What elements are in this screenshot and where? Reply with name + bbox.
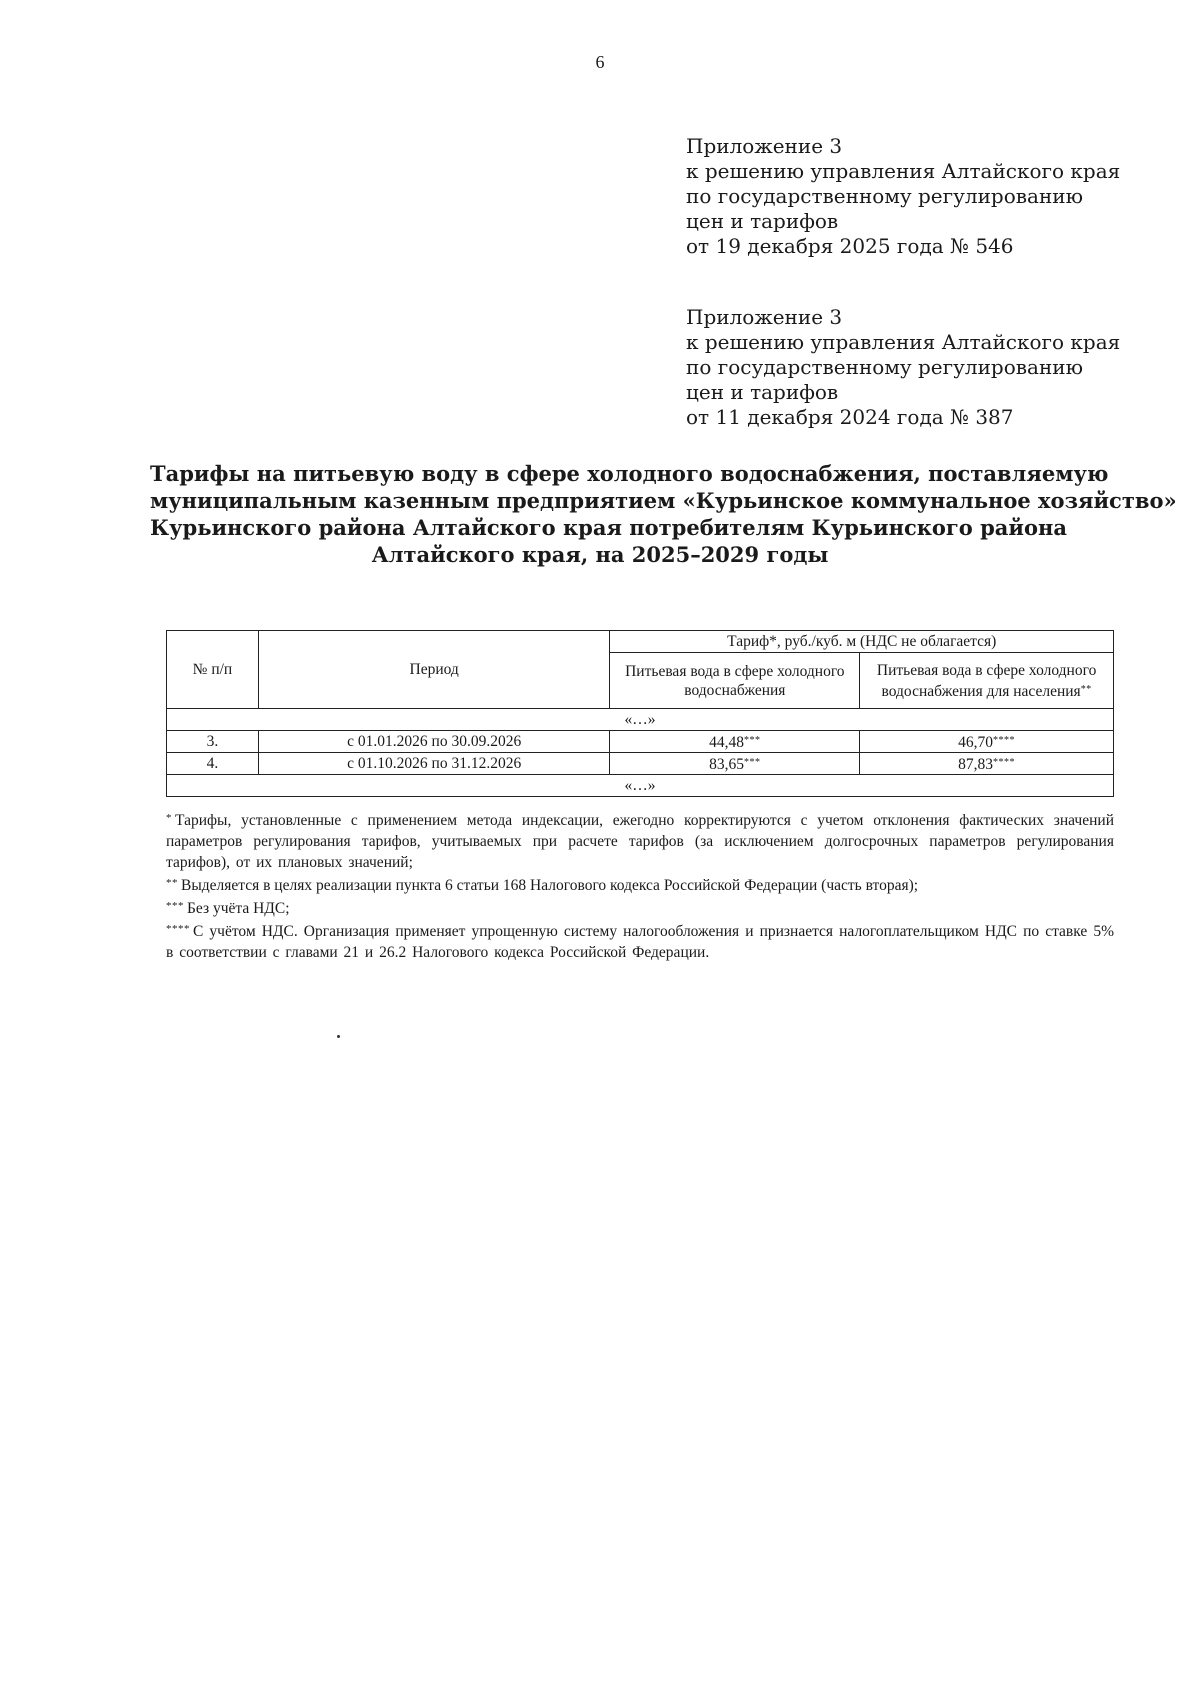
footnote [166, 808, 1114, 873]
footnotes [166, 808, 1114, 963]
row-value-population [860, 731, 1114, 753]
appendix-line: по государственному регулированию [686, 355, 1084, 379]
page-number: 6 [595, 52, 605, 72]
value: 83,65 [709, 756, 745, 773]
tariff-table [166, 630, 1114, 797]
appendix-line: к решению управления Алтайского края [686, 159, 1121, 183]
scan-speck [337, 1035, 340, 1038]
header-number: № п/п [167, 631, 259, 709]
footnote-text: Тарифы, установленные с применением метода индексации, ежегодно корректируются с учетом отклонения фактических значений параметров регулирования тарифов, учитываемых при расчете тарифов (за исключением долгосрочных параметров регулирования тарифов), от их плановых значений; [166, 812, 1114, 871]
appendix-previous-header [686, 305, 1166, 430]
table-row [167, 753, 1114, 775]
appendix-line: Приложение 3 [686, 134, 843, 158]
table-row [167, 731, 1114, 753]
appendix-line: от 19 декабря 2025 года № 546 [686, 234, 1014, 258]
header-cold-water: Питьевая вода в сфере холодного водоснабжения [610, 653, 860, 709]
ellipsis-row [167, 709, 1114, 731]
header-tariff: Тариф*, руб./куб. м (НДС не облагается) [610, 631, 1114, 653]
row-value-cold-water [610, 731, 860, 753]
footnote-text: С учётом НДС. Организация применяет упрощенную систему налогообложения и признается налогоплательщиком НДС по ставке 5% в соответствии с главами 21 и 26.2 Налогового кодекса Российской Федерации. [166, 923, 1114, 961]
header-cold-water-population-label: Питьевая вода в сфере холодного водоснабжения для населения [876, 661, 1097, 700]
footnote-mark: ** [166, 877, 178, 889]
footnote-mark: *** [744, 735, 761, 746]
appendix-line: Приложение 3 [686, 305, 843, 329]
appendix-current-header [686, 134, 1166, 259]
appendix-line: цен и тарифов [686, 380, 839, 404]
value: 87,83 [958, 756, 994, 773]
appendix-line: от 11 декабря 2024 года № 387 [686, 405, 1014, 429]
header-period: Период [258, 631, 610, 709]
appendix-line: цен и тарифов [686, 209, 839, 233]
header-cold-water-population [860, 653, 1114, 709]
footnote-mark: *** [166, 900, 184, 912]
title-line: Тарифы на питьевую воду в сфере холодного водоснабжения, поставляемую [150, 461, 1109, 486]
row-number: 3. [167, 731, 259, 753]
title-line: Алтайского края, на 2025–2029 годы [371, 542, 829, 567]
title-line: муниципальным казенным предприятием «Курьинское коммунальное хозяйство» [150, 488, 1177, 513]
row-period: с 01.01.2026 по 30.09.2026 [258, 731, 610, 753]
value: 46,70 [958, 734, 994, 751]
document-title [150, 460, 1177, 568]
row-value-cold-water [610, 753, 860, 775]
ellipsis-cell: «…» [167, 709, 1114, 731]
appendix-line: к решению управления Алтайского края [686, 330, 1121, 354]
footnote-mark: **** [993, 757, 1016, 768]
footnote-mark: **** [166, 923, 190, 935]
footnote-text: Выделяется в целях реализации пункта 6 статьи 168 Налогового кодекса Российской Федерации (часть вторая); [181, 877, 919, 894]
row-value-population [860, 753, 1114, 775]
ellipsis-cell: «…» [167, 775, 1114, 797]
footnote [166, 919, 1114, 963]
value: 44,48 [709, 734, 745, 751]
footnote-mark: ** [1080, 683, 1092, 695]
appendix-line: по государственному регулированию [686, 184, 1084, 208]
footnote-mark: **** [993, 735, 1016, 746]
ellipsis-row [167, 775, 1114, 797]
footnote [166, 873, 1114, 896]
title-line: Курьинского района Алтайского края потребителям Курьинского района [150, 515, 1067, 540]
row-period: с 01.10.2026 по 31.12.2026 [258, 753, 610, 775]
row-number: 4. [167, 753, 259, 775]
footnote-text: Без учёта НДС; [187, 900, 290, 917]
footnote-mark: *** [744, 757, 761, 768]
footnote-mark: * [166, 812, 172, 824]
footnote [166, 896, 1114, 919]
table-header-row [167, 631, 1114, 653]
